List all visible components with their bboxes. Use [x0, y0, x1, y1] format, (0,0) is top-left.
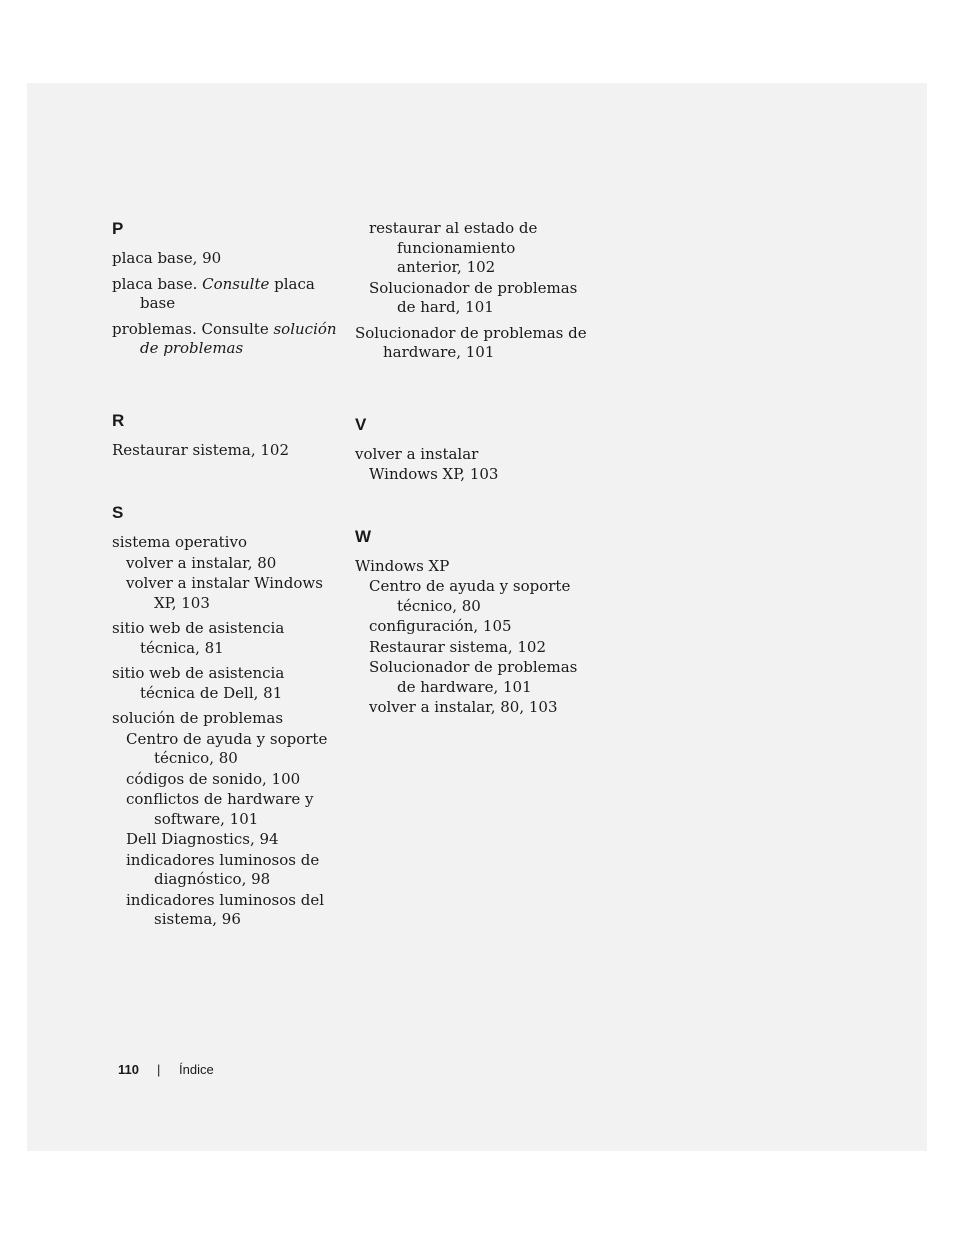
index-letter-s: S — [112, 503, 124, 522]
index-subentry: Centro de ayuda y soporte técnico, 80 — [369, 577, 571, 615]
index-subentry: volver a instalar, 80, 103 — [369, 698, 558, 716]
index-column-left — [112, 219, 340, 936]
index-entry: solución de problemas — [112, 709, 284, 727]
index-entry-group — [112, 709, 340, 930]
index-subentry: Solucionador de problemas de hard, 101 — [369, 278, 578, 316]
footer-separator: | — [157, 1062, 161, 1077]
index-entry-group — [355, 445, 595, 485]
index-entry: sitio web de asistencia técnica de Dell, 81 — [112, 664, 285, 702]
index-entry: Solucionador de problemas de hardware, 101 — [355, 323, 587, 361]
index-subentry: Solucionador de problemas de hardware, 101 — [369, 658, 578, 696]
index-subentry: conflictos de hardware y software, 101 — [126, 790, 314, 828]
index-entry — [112, 275, 340, 314]
index-subentry: Windows XP, 103 — [369, 465, 499, 483]
index-subentry: volver a instalar Windows XP, 103 — [126, 574, 323, 612]
entry-see-reference: Consulte — [202, 274, 270, 293]
index-entry: Restaurar sistema, 102 — [112, 440, 289, 459]
index-subentry: Dell Diagnostics, 94 — [126, 830, 279, 848]
index-letter-w: W — [355, 526, 372, 546]
index-subentry: restaurar al estado de funcionamiento anterior, 102 — [369, 219, 538, 276]
index-subentry: volver a instalar, 80 — [126, 553, 277, 572]
index-subentry: indicadores luminosos de diagnóstico, 98 — [126, 850, 320, 888]
index-subentry: indicadores luminosos del sistema, 96 — [126, 890, 324, 928]
index-column-middle — [355, 219, 595, 724]
index-entry-group — [112, 533, 340, 613]
index-letter-p: P — [112, 219, 124, 238]
index-entry: sitio web de asistencia técnica, 81 — [112, 619, 285, 657]
index-letter-v: V — [355, 414, 367, 434]
index-entry: sistema operativo — [112, 533, 247, 551]
index-entry: volver a instalar — [355, 444, 479, 463]
page-number: 110 — [118, 1062, 139, 1077]
index-subentry: Centro de ayuda y soporte técnico, 80 — [126, 729, 328, 767]
index-subentry: códigos de sonido, 100 — [126, 769, 301, 788]
index-entry — [112, 320, 340, 359]
index-subentry: Restaurar sistema, 102 — [369, 637, 546, 656]
index-entry: placa base, 90 — [112, 249, 222, 267]
entry-text: placa base — [140, 274, 315, 312]
index-entry-group — [355, 557, 595, 718]
entry-see-reference: solución de problemas — [140, 319, 337, 357]
footer-section-title: Índice — [179, 1062, 214, 1077]
index-subentry: configuración, 105 — [369, 617, 512, 635]
index-letter-r: R — [112, 410, 125, 430]
entry-text: placa base. — [112, 274, 203, 293]
index-entry: Windows XP — [355, 556, 450, 575]
entry-text: problemas. Consulte — [112, 319, 274, 338]
